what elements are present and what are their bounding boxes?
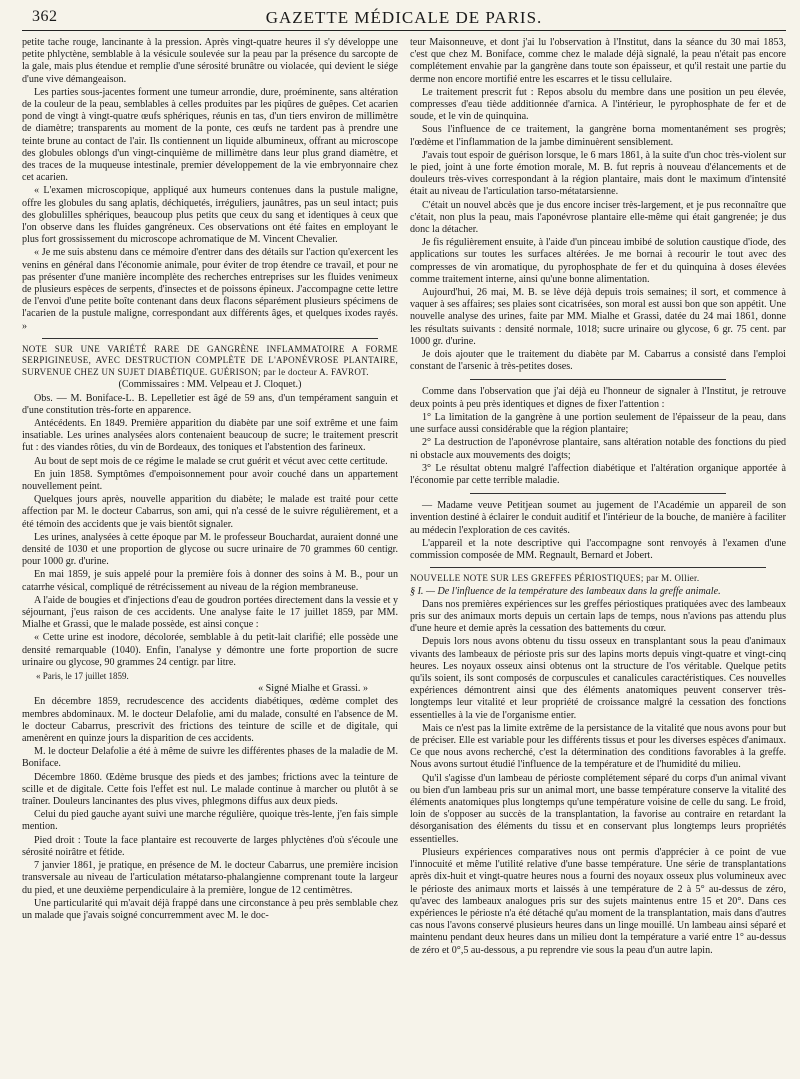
date-line: « Paris, le 17 juillet 1859.	[36, 671, 129, 682]
page-header	[22, 6, 786, 31]
article-title: NOTE SUR UNE VARIÉTÉ RARE DE GANGRÈNE INFLAMMATOIRE A FORME SERPIGINEUSE, AVEC DESTRUCTION COMPLÈTE DE L'APONÉVROSE PLANTAIRE, SURVENUE CHEZ UN SUJET DIABÉTIQUE. GUÉRISON; par le docteur A. FAVROT.	[22, 343, 398, 377]
list-item: 1° La limitation de la gangrène à une portion seulement de l'épaisseur de la peau, dans une surface aussi considérable que la région plantaire;	[410, 411, 786, 436]
paragraph: Aujourd'hui, 26 mai, M. B. se lève déjà depuis trois semaines; il sort, et commence à vaquer à ses affaires; ses plaies sont cicatrisées, son moral est aussi bon que son appétit. Une nouvelle analyse des urines, faite par MM. Mialhe et Grassi, datée du 24 mai 1861, donne les résultats suivants : densité normale, 1018; sucre urinaire ou glycose, 6 gr. 75 cent. par 1000 gr. d'urine.	[410, 287, 786, 347]
list-item: 3° Le résultat obtenu malgré l'affection diabétique et l'altération organique apportée à l'économie par cette terrible maladie.	[410, 462, 786, 486]
text-columns	[22, 37, 786, 1073]
paragraph: En décembre 1859, recrudescence des accidents diabétiques, œdème complet des membres abdominaux. M. le docteur Delafolie, ami du malade, consulté en l'absence de M. le docteur Cabarrus, prescrivit des frictions des teinture de scille et de digitale, qui amenèrent en quinze jours la disparition de ces accidents.	[22, 696, 398, 745]
signature-line: « Signé Mialhe et Grassi. »	[258, 683, 368, 695]
journal-title: GAZETTE MÉDICALE DE PARIS.	[265, 8, 543, 27]
paragraph: Qu'il s'agisse d'un lambeau de périoste complétement séparé du corps d'un animal vivant ou bien d'un lambeau pris sur un animal mort, une basse température conserve la vitalité des éléments anatomiques plus longtemps qu'une température voisine de celle du sang. Le froid, loin de s'opposer au succès de la transplantation, la favorise au contraire en retardant la désorganisation des éléments du tissu et en conservant plus longtemps leurs propriétés essentielles.	[410, 772, 786, 845]
section-heading: § I. — De l'influence de la température des lambeaux dans la greffe animale.	[410, 585, 721, 597]
paragraph: — Madame veuve Petitjean soumet au jugement de l'Académie un appareil de son invention destiné à éclairer le conduit auditif et l'intérieur de la bouche, de manière à faciliter au médecin l'exploration de ces cavités.	[410, 500, 786, 536]
paragraph: En mai 1859, je suis appelé pour la première fois à donner des soins à M. B., pour un catarrhe vésical, compliqué de rétrécissement au niveau de la région membraneuse.	[22, 569, 398, 593]
divider	[430, 567, 766, 568]
divider	[42, 338, 378, 339]
divider	[470, 379, 726, 380]
commissioners-line: (Commissaires : MM. Velpeau et J. Cloquet.)	[118, 379, 302, 391]
paragraph: Je fis régulièrement ensuite, à l'aide d'un pinceau imbibé de solution caustique d'iode, des applications sur toutes les surfaces altérées. Je me bornai à recourir le tout avec des compresses de vin aromatique, du pyrophosphate de fer et du quinquina à doses élevées comme traitement interne, ainsi qu'une bonne alimentation.	[410, 237, 786, 285]
paragraph: Les parties sous-jacentes forment une tumeur arrondie, dure, proéminente, sans altération de la couleur de la peau, semblables à celles produites par les piqûres de guêpes. Cet acarien pond de vingt à vingt-quatre œufs sphériques, réunis en tas, d'un tiers environ de millimètre de diamètre; transparents au moment de la ponte, ces œufs ne tardent pas à prendre une teinte brune au contact de l'air. Ils contiennent un liquide albumineux, offrant au microscope des globules oblongs d'un vingt-cinquième de millimètre dans leur plus grand diamètre, et des traces de la muqueuse intestinale, premier développement de la vie embryonnaire chez cet acarien.	[22, 86, 398, 184]
paragraph: Décembre 1860. Œdème brusque des pieds et des jambes; frictions avec la teinture de scille et de digitale. Cette fois l'effet est nul. Le malade continue à marcher ou plutôt à se traîner. Douleurs lancinantes des plus vives, phlegmons diffus aux deux pieds.	[22, 771, 398, 808]
paragraph: Les urines, analysées à cette époque par M. le professeur Bouchardat, auraient donné une densité de 1030 et une proportion de glycose ou sucre urinaire de 70 grammes 60 centigr. pour 1000 gr. d'urine.	[22, 531, 398, 568]
paragraph: Une particularité qui m'avait déjà frappé dans une circonstance à peu près semblable chez un malade que j'avais soigné concurremment avec M. le doc-	[22, 897, 398, 921]
article-title: NOUVELLE NOTE SUR LES GREFFES PÉRIOSTIQUES; par M. Ollier.	[410, 573, 700, 584]
divider	[470, 493, 726, 494]
list-item: 2° La destruction de l'aponévrose plantaire, sans altération notable des fonctions du pied ni obstacle aux mouvements des doigts;	[410, 437, 786, 461]
paragraph: L'appareil et la note descriptive qui l'accompagne sont renvoyés à l'examen d'une commission composée de MM. Regnault, Bernard et Jobert.	[410, 537, 786, 561]
left-column	[22, 37, 398, 1073]
paragraph: M. le docteur Delafolie a été à même de suivre les différentes phases de la maladie de M. Boniface.	[22, 746, 398, 770]
page-number: 362	[32, 8, 58, 25]
paragraph: Antécédents. En 1849. Première apparition du diabète par une soif extrême et une faim insatiable. Les urines analysées alors contenaient beaucoup de sucre; le traitement prescrit fut : des viandes rôties, du vin de Bordeaux, des toniques et l'abstention des farineux.	[22, 417, 398, 454]
paragraph: Obs. — M. Boniface-L. B. Lepelletier est âgé de 59 ans, d'un tempérament sanguin et d'une constitution très-forte en apparence.	[22, 392, 398, 416]
right-column	[410, 37, 786, 1073]
paragraph: Quelques jours après, nouvelle apparition du diabète; le malade est traité pour cette affection par M. le docteur Cabarrus, son ami, qui n'a cessé de le suivre régulièrement, et a été témoin des accidents que je vais bientôt signaler.	[22, 494, 398, 530]
paragraph: teur Maisonneuve, et dont j'ai lu l'observation à l'Institut, dans la séance du 30 mai 1853, c'est que chez M. Boniface, comme chez le malade déjà signalé, la peau n'était pas encore complétement envahie par la gangrène dans toute son épaisseur, et qu'il restait une partie du derme non encore mortifié entre les escarres et le tissu cellulaire.	[410, 37, 786, 85]
paragraph: Celui du pied gauche ayant suivi une marche régulière, quoique très-lente, j'en fais simple mention.	[22, 809, 398, 833]
paragraph: 7 janvier 1861, je pratique, en présence de M. le docteur Cabarrus, une première incision transversale au niveau de l'articulation métatarso-phalangienne comprenant toute la largeur du pied, et une deuxième perpendiculaire à la première, longue de 12 centimètres.	[22, 860, 398, 896]
paragraph: En juin 1858. Symptômes d'empoisonnement pour avoir couché dans un appartement nouvellement peint.	[22, 468, 398, 492]
paragraph: « Je me suis abstenu dans ce mémoire d'entrer dans des détails sur l'action qu'exercent les venins en général dans l'économie animale, pour éviter de trop étendre ce travail, et pour ne pas présenter d'une manière incomplète des recherches entreprises sur les fluides venimeux de plusieurs espèces de serpents, d'insectes et de poissons épineux. J'accompagne cette lettre de l'envoi d'une petite boîte contenant dans deux flacons séparément plusieurs spécimens de l'acarien de la pustule maligne, correspondant aux différents âges, et quelques ixodes rayés. »	[22, 247, 398, 332]
paragraph: Mais ce n'est pas la limite extrême de la persistance de la vitalité que nous avons pour but de préciser. Elle est variable pour les différents tissus et pour les diverses espèces d'animaux. Ce que nous avons recherché, c'est la détermination des conditions favorables à la greffe. Nous avons surtout étudié l'influence de la température et de l'humidité du milieu.	[410, 722, 786, 771]
paragraph: Au bout de sept mois de ce régime le malade se crut guérit et vécut avec cette certitude.	[34, 455, 388, 467]
paragraph: Comme dans l'observation que j'ai déjà eu l'honneur de signaler à l'Institut, je retrouve deux points à peu près identiques et dignes de fixer l'attention :	[410, 386, 786, 410]
paragraph: Depuis lors nous avons obtenu du tissu osseux en transplantant sous la peau d'animaux vivants des lambeaux de périoste pris sur des lapins morts depuis vingt-quatre et vingt-cinq heures. Les noyaux osseux ainsi obtenus ont la structure de l'os véritable. Quelque petits qu'ils soient, ils sont composés de corpuscules et canalicules caractéristiques. Ces nouvelles expériences démontrent ainsi que des éléments anatomiques peuvent conserver très-longtemps leur vitalité et leur propriété de croissance malgré la cessation des fonctions essentielles à la vie de l'organisme entier.	[410, 636, 786, 721]
paragraph: C'était un nouvel abcès que je dus encore inciser très-largement, et je pus reconnaître que c'était, non plus la peau, mais l'aponévrose plantaire elle-même qui était gangrenée; je dus donc la détacher.	[410, 199, 786, 236]
paragraph: Pied droit : Toute la face plantaire est recouverte de larges phlyctènes d'où s'écoule une sérosité noirâtre et fétide.	[22, 834, 398, 858]
paragraph: « Cette urine est inodore, décolorée, semblable à du petit-lait clarifié; elle possède une densité remarquable (1040). Enfin, l'analyse y démontre une forte proportion de sucre urinaire ou glycose, 90 grammes 24 centigr. par litre.	[22, 632, 398, 668]
paragraph: Dans nos premières expériences sur les greffes périostiques pratiquées avec des lambeaux pris sur des animaux morts depuis un certain laps de temps, nous n'avions pas attendu plus d'une heure et demie après la cessation des battements du cœur.	[410, 598, 786, 635]
paragraph: Je dois ajouter que le traitement du diabète par M. Cabarrus a consisté dans l'emploi constant de l'arsenic à très-petites doses.	[410, 349, 786, 373]
paragraph: petite tache rouge, lancinante à la pression. Après vingt-quatre heures il s'y développe une petite phlyctène, semblable à la vésicule soulevée sur la peau par la présence du sarcopte de la gale, mais plus étendue et remplie d'une sérosité brunâtre ou violacée, qui devient le siége d'une vive démangeaison.	[22, 37, 398, 85]
paragraph: « L'examen microscopique, appliqué aux humeurs contenues dans la pustule maligne, offre les globules du sang aplatis, déchiquetés, irréguliers, jaunâtres, pas un seul intact; puis des globulilles sphériques, beaucoup plus petits que ceux du sang et identiques à ceux que l'on observe dans les fluides gangréneux. Ces observations ont été faites en employant le plus fort grossissement du microscope achromatique de M. Vincent Chevalier.	[22, 185, 398, 246]
paragraph: A l'aide de bougies et d'injections d'eau de goudron portées directement dans la vessie et y séjournant, j'eus raison de ces accidents. Une analyse faite le 17 juillet 1859, par MM. Mialhe et Grassi, que le malade possède, est ainsi conçue :	[22, 594, 398, 631]
paragraph: J'avais tout espoir de guérison lorsque, le 6 mars 1861, à la suite d'un choc très-violent sur le pied, joint à une forte émotion morale, M. B. fut repris à nouveau d'élancements et de douleurs très-vives correspondant à la région plantaire, mais dont le maximum d'intensité était au niveau de l'articulation tarso-métatarsienne.	[410, 149, 786, 198]
paragraph: Sous l'influence de ce traitement, la gangrène borna momentanément ses progrès; l'œdème et l'inflammation de la jambe diminuèrent sensiblement.	[410, 124, 786, 148]
paragraph: Le traitement prescrit fut : Repos absolu du membre dans une position un peu élevée, compresses d'eau tiède additionnée d'arnica. A l'intérieur, le pyrophosphate de fer et de soude, et le vin de quinquina.	[410, 86, 786, 123]
paragraph: Plusieurs expériences comparatives nous ont permis d'apprécier à ce point de vue l'innocuité et même l'utilité relative d'une basse température. Une série de transplantations après dix-huit et vingt-quatre heures nous a fourni des noyaux osseux plus volumineux avec le périoste des animaux morts et laissés à une température de 2 à 5° au-dessus de zéro, qu'avec des lambeaux analogues pris sur des sujets maintenus entre 15 et 20°. Dans ces expériences le périoste n'a été détaché qu'au moment de la transplantation, mais dans d'autres cas nous l'avons conservé plusieurs heures dans un linge mouillé. Un lambeau ainsi séparé et maintenu pendant deux heures dans un milieu dont la température a varié entre 1° au-dessus de zéro et 0°,5 au-dessous, a pu reprendre vie sous la peau d'un autre lapin.	[410, 846, 786, 956]
